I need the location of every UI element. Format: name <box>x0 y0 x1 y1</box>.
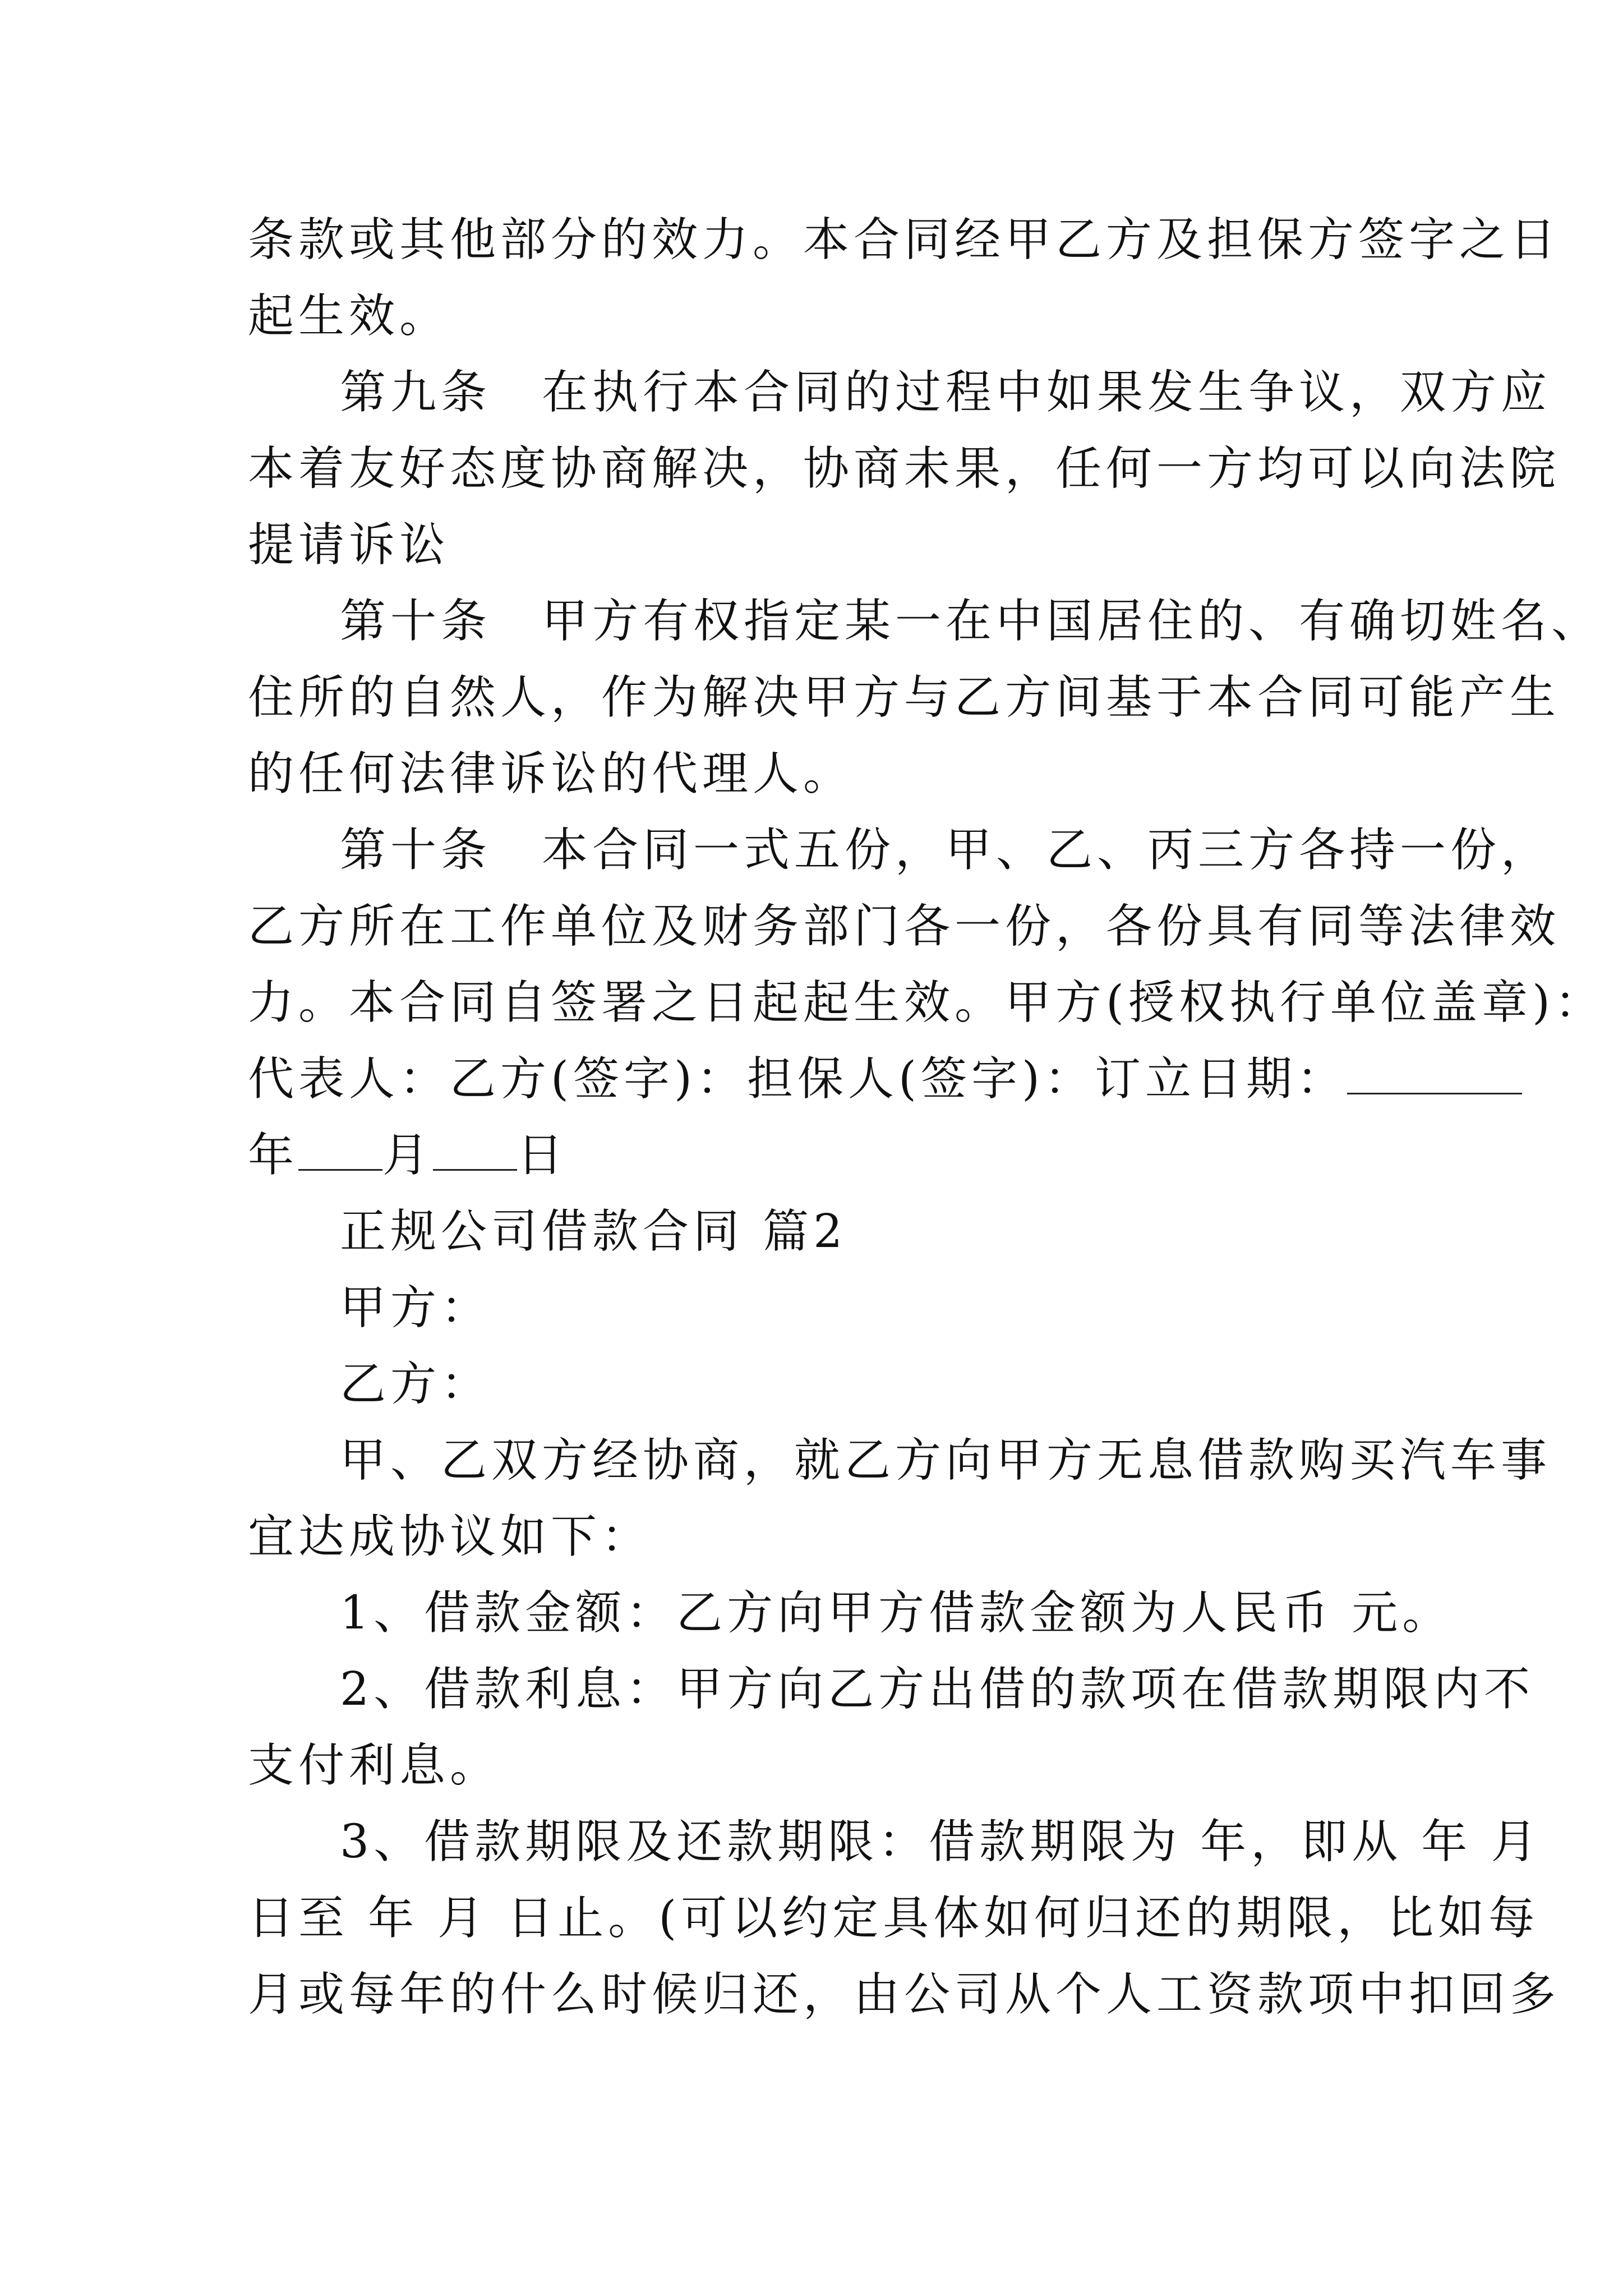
date-month-label: 月 <box>382 1129 434 1182</box>
section-title: 正规公司借款合同 篇2 <box>340 1205 847 1258</box>
party-b-label: 乙方： <box>340 1358 492 1411</box>
text-line: 乙方所在工作单位及财务部门各一份，各份具有同等法律效 <box>248 900 1561 953</box>
text-line: 起生效。 <box>248 289 450 343</box>
date-day-label: 日 <box>517 1129 568 1182</box>
clause-3-line: 3、借款期限及还款期限：借款期限为 年，即从 年 月 <box>340 1815 1542 1869</box>
text-line: 日至 年 月 日止。(可以约定具体如何归还的期限，比如每 <box>248 1892 1539 1945</box>
text-line: 力。本合同自签署之日起起生效。甲方(授权执行单位盖章)： <box>248 976 1605 1029</box>
article-10b-line: 第十条 本合同一式五份，甲、乙、丙三方各持一份， <box>340 823 1552 877</box>
text-line: 支付利息。 <box>248 1739 501 1792</box>
date-blank-underline <box>1347 1041 1522 1094</box>
text-line: 提请诉讼 <box>248 518 450 572</box>
clause-2-line: 2、借款利息：甲方向乙方出借的款项在借款期限内不 <box>340 1663 1535 1716</box>
party-a-label: 甲方： <box>340 1281 492 1335</box>
date-line <box>248 1117 1414 1194</box>
document-body <box>248 202 1605 2033</box>
text-line: 甲、乙双方经协商，就乙方向甲方无息借款购买汽车事 <box>340 1434 1552 1487</box>
article-9-line: 第九条 在执行本合同的过程中如果发生争议，双方应 <box>340 366 1552 419</box>
date-year-label: 年 <box>248 1129 299 1182</box>
text-line: 条款或其他部分的效力。本合同经甲乙方及担保方签字之日 <box>248 213 1561 266</box>
text-line: 的任何法律诉讼的代理人。 <box>248 747 854 800</box>
signature-label: 代表人：乙方(签字)：担保人(签字)：订立日期： <box>248 1052 1347 1106</box>
month-blank-underline <box>298 1117 382 1171</box>
article-10-line: 第十条 甲方有权指定某一在中国居住的、有确切姓名、 <box>340 595 1602 648</box>
text-line: 本着友好态度协商解决，协商未果，任何一方均可以向法院 <box>248 442 1561 495</box>
day-blank-underline <box>433 1117 517 1171</box>
text-line: 月或每年的什么时候归还，由公司从个人工资款项中扣回多 <box>248 1968 1561 2021</box>
text-line: 宜达成协议如下： <box>248 1510 652 1563</box>
signature-line <box>248 1041 1414 1117</box>
clause-1-line: 1、借款金额：乙方向甲方借款金额为人民币 元。 <box>340 1586 1453 1640</box>
text-line: 住所的自然人，作为解决甲方与乙方间基于本合同可能产生 <box>248 671 1561 724</box>
